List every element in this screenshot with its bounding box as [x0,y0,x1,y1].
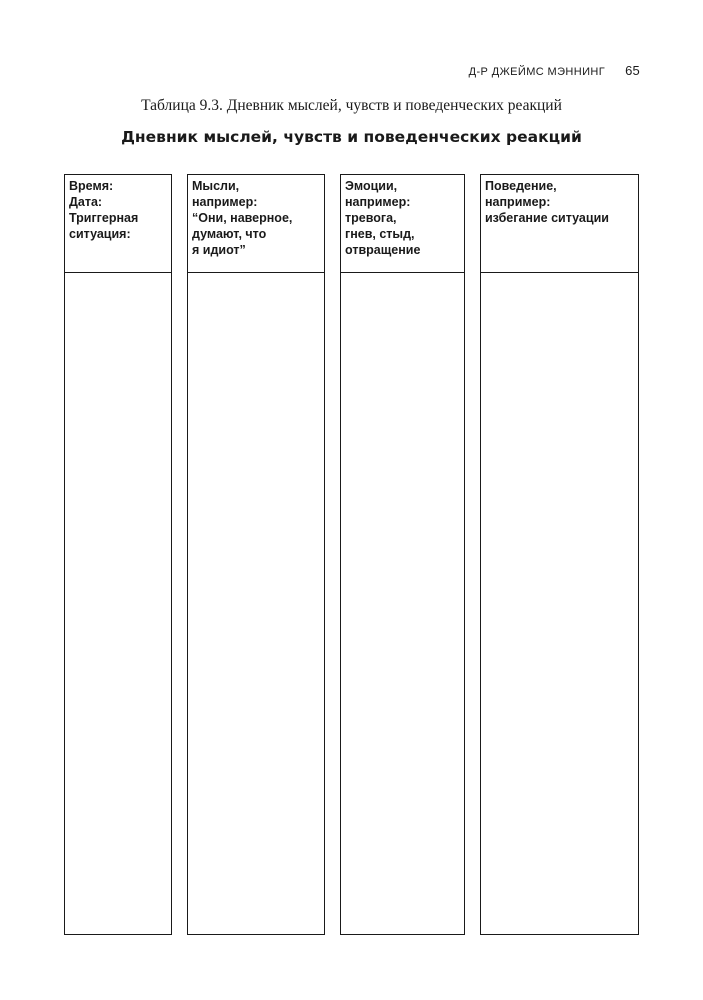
column-entry-area-thoughts[interactable] [188,273,324,934]
column-header-thoughts: Мысли, например: “Они, наверное, думают, что я идиот” [188,175,324,273]
running-head-author: Д-Р ДЖЕЙМС МЭННИНГ [468,66,606,78]
diary-column-time [64,174,172,935]
table-title: Дневник мыслей, чувств и поведенческих реакций [121,128,582,146]
running-head [469,63,640,78]
column-header-behavior: Поведение, например: избегание ситуации [481,175,638,273]
column-entry-area-emotions[interactable] [341,273,464,934]
diary-column-emotions [340,174,465,935]
column-entry-area-time[interactable] [65,273,171,934]
column-header-emotions: Эмоции, например: тревога, гнев, стыд, отвращение [341,175,464,273]
column-entry-area-behavior[interactable] [481,273,638,934]
diary-column-thoughts [187,174,325,935]
column-header-time: Время: Дата: Триггерная ситуация: [65,175,171,273]
table-caption: Таблица 9.3. Дневник мыслей, чувств и поведенческих реакций [141,97,562,114]
diary-column-behavior [480,174,639,935]
page-number: 65 [625,63,640,78]
